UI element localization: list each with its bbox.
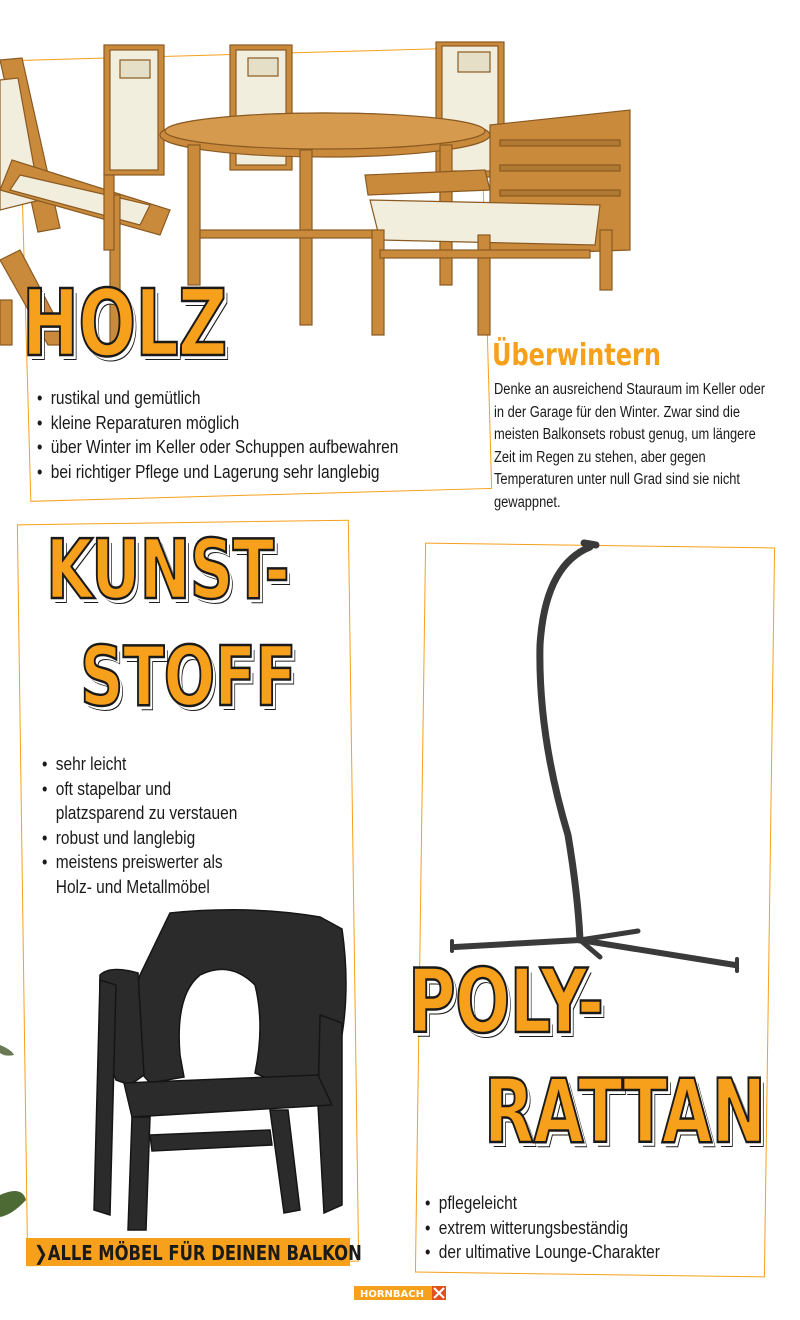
hanging-chair-stand-image [450, 535, 750, 980]
list-item-line: platzsparend zu verstauen [55, 803, 238, 823]
list-item [42, 777, 237, 826]
list-item: • pflegeleicht [425, 1191, 660, 1216]
list-item-line: Holz- und Metallmöbel [55, 876, 210, 897]
list-item: • der ultimative Lounge-Charakter [425, 1240, 660, 1265]
polyrattan-bullet-list [425, 1191, 660, 1265]
list-item: • bei richtiger Pflege und Lagerung sehr langlebig [37, 460, 398, 485]
winter-heading: Überwintern [492, 338, 661, 373]
winter-text: Denke an ausreichend Stauraum im Keller oder in der Garage für den Winter. Zwar sind die meisten Balkonsets robust genug, um längere Zeit im Regen zu stehen, aber gegen Temperaturen unter null Grad sind sie nicht gewappnet. [494, 381, 766, 511]
kunststoff-title-line2: STOFF [80, 630, 296, 725]
list-item: • sehr leicht [42, 752, 237, 777]
list-item: • robust und langlebig [42, 826, 237, 851]
list-item: • über Winter im Keller oder Schuppen aufbewahren [37, 435, 398, 460]
kunststoff-title-line1: KUNST- [46, 523, 289, 618]
chevron-right-icon: ❯ [34, 1241, 48, 1265]
kunststoff-bullet-list [42, 752, 237, 899]
list-item: • kleine Reparaturen möglich [37, 411, 398, 436]
plant-leaf-decoration [0, 1025, 30, 1225]
polyrattan-title-line1: POLY- [408, 950, 604, 1053]
svg-text:HORNBACH: HORNBACH [359, 1289, 425, 1300]
banner-label: ALLE MÖBEL FÜR DEINEN BALKON [47, 1241, 362, 1265]
list-item: • rustikal und gemütlich [37, 386, 398, 411]
polyrattan-title-line2: RATTAN [484, 1060, 766, 1163]
plastic-chair-image [80, 905, 360, 1235]
holz-bullet-list [37, 386, 398, 484]
hornbach-logo [354, 1286, 446, 1300]
list-item-line: meistens preiswerter als [55, 852, 223, 872]
holz-title: HOLZ [22, 270, 227, 377]
list-item: • extrem witterungsbeständig [425, 1216, 660, 1241]
list-item-line: oft stapelbar und [55, 778, 172, 799]
banner-link-text[interactable] [34, 1241, 362, 1265]
list-item [42, 850, 237, 899]
